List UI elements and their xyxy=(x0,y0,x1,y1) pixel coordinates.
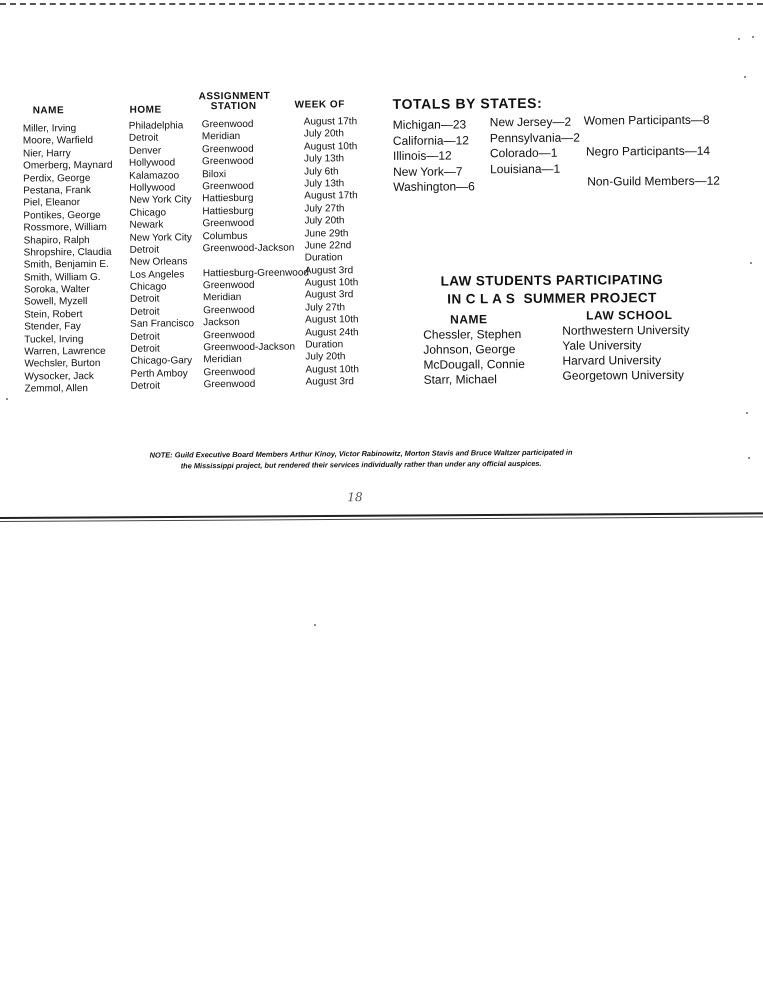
law-student-name: Starr, Michael xyxy=(423,372,497,387)
states-col-1: California—12 xyxy=(392,132,469,148)
scan-speck xyxy=(738,38,740,40)
participant-home: Los Angeles xyxy=(129,269,185,281)
participant-name: Smith, William G. xyxy=(23,271,101,284)
scan-speck xyxy=(748,457,750,459)
participant-station: Jackson xyxy=(203,317,240,329)
participant-week: August 10th xyxy=(304,277,359,289)
participant-week: July 6th xyxy=(304,165,339,178)
law-student-school: Georgetown University xyxy=(562,367,684,383)
participant-week: July 20th xyxy=(305,351,346,363)
law-student-school: Yale University xyxy=(562,338,642,353)
law-students-school-header: LAW SCHOOL xyxy=(586,307,673,323)
participant-station: Greenwood xyxy=(201,118,254,131)
participant-home: Hollywood xyxy=(129,157,176,169)
participant-station: Hattiesburg xyxy=(202,205,254,217)
participant-home: Perth Amboy xyxy=(130,368,188,380)
law-students-title-line-1: LAW STUDENTS PARTICIPATING xyxy=(440,272,664,289)
participant-week: August 10th xyxy=(305,314,359,326)
participant-home: New York City xyxy=(129,194,192,207)
participant-home: Detroit xyxy=(129,244,160,256)
participant-name: Zemmol, Allen xyxy=(24,383,89,395)
participant-station: Greenwood xyxy=(201,156,254,168)
participant-name: Stender, Fay xyxy=(24,321,81,333)
participant-station: Greenwood xyxy=(202,218,255,230)
states-col-1: New York—7 xyxy=(393,163,463,179)
participant-station xyxy=(203,255,309,268)
non-guild-members: Non-Guild Members—12 xyxy=(587,173,720,189)
participant-station: Meridian xyxy=(202,292,242,304)
participant-station: Greenwood xyxy=(202,279,255,292)
scan-speck xyxy=(746,412,748,414)
participant-station: Greenwood xyxy=(203,366,256,379)
law-student-school: Harvard University xyxy=(562,353,662,368)
participant-week: Duration xyxy=(305,339,344,351)
participant-home: Detroit xyxy=(130,380,161,392)
footnote-line-2: the Mississippi project, but rendered their services individually rather than under any official auspices. xyxy=(180,458,542,471)
participant-home: Newark xyxy=(129,219,164,231)
participant-station: Greenwood-Jackson xyxy=(203,341,296,354)
participant-station: Greenwood xyxy=(202,180,254,193)
participant-home: Chicago-Gary xyxy=(130,355,193,368)
participant-homes xyxy=(129,120,195,393)
participant-station: Hattiesburg xyxy=(202,193,254,205)
participant-week: Duration xyxy=(304,252,343,264)
participant-name: Pestana, Frank xyxy=(23,184,92,197)
participant-name: Moore, Warfield xyxy=(22,135,94,147)
participant-week: August 17th xyxy=(304,190,358,202)
participant-station: Meridian xyxy=(203,354,242,366)
participant-station: Greenwood xyxy=(203,329,255,341)
participant-name: Sowell, Myzell xyxy=(23,296,88,308)
participant-weeks xyxy=(304,116,359,389)
participant-home: New Orleans xyxy=(129,256,188,269)
participant-name: Piel, Eleanor xyxy=(23,197,81,209)
law-student-school: Northwestern University xyxy=(562,322,690,338)
states-col-1 xyxy=(393,117,475,195)
participant-station: Biloxi xyxy=(202,168,227,180)
participant-home: Detroit xyxy=(130,306,160,318)
participant-week: August 3rd xyxy=(304,264,354,277)
footnote xyxy=(101,446,621,472)
participant-names xyxy=(23,123,114,396)
states-col-1: Illinois—12 xyxy=(392,148,452,163)
participant-week: July 13th xyxy=(304,178,345,190)
participant-home: Chicago xyxy=(129,281,167,293)
scan-speck xyxy=(744,76,746,78)
participant-home: New York City xyxy=(129,231,192,244)
participant-home: Kalamazoo xyxy=(129,169,180,182)
participant-station: Hattiesburg-Greenwood xyxy=(202,267,310,279)
states-title: TOTALS BY STATES: xyxy=(392,94,543,112)
states-col-2: Louisiana—1 xyxy=(490,161,561,176)
participant-home: Philadelphia xyxy=(128,120,184,132)
participant-name: Smith, Benjamin E. xyxy=(23,259,109,271)
participant-home: Detroit xyxy=(129,294,160,306)
participant-home: Detroit xyxy=(130,343,160,355)
participant-week: July 27th xyxy=(304,202,345,215)
participant-name: Stein, Robert xyxy=(24,308,83,321)
participant-home: Chicago xyxy=(129,207,167,219)
states-col-2: New Jersey—2 xyxy=(489,114,572,130)
participant-week: August 3rd xyxy=(304,289,354,301)
header-home: HOME xyxy=(129,104,162,116)
participant-name: Omerberg, Maynard xyxy=(23,160,113,172)
participant-name: Shropshire, Claudia xyxy=(23,246,112,259)
participant-name: Tuckel, Irving xyxy=(24,333,84,346)
participant-name: Wysocker, Jack xyxy=(24,370,94,383)
law-student-schools xyxy=(562,323,690,384)
law-student-name: Johnson, George xyxy=(423,342,516,357)
women-participants: Women Participants—8 xyxy=(583,112,710,128)
participant-name: Wechsler, Burton xyxy=(24,358,101,370)
participant-home: Hollywood xyxy=(129,182,176,194)
participant-name: Perdix, George xyxy=(23,172,91,185)
states-col-2: Colorado—1 xyxy=(489,145,558,161)
participant-week: August 10th xyxy=(303,140,358,153)
scan-speck xyxy=(6,398,8,400)
participant-name: Soroka, Walter xyxy=(23,284,90,296)
states-col-1: Michigan—23 xyxy=(392,117,467,132)
participant-week: July 13th xyxy=(303,153,345,165)
law-student-name: McDougall, Connie xyxy=(423,356,525,372)
states-col-1: Washington—6 xyxy=(393,179,475,194)
scan-speck xyxy=(752,36,754,38)
participant-week: August 24th xyxy=(305,326,359,339)
participant-station: Meridian xyxy=(201,131,241,143)
scan-speck xyxy=(314,624,316,626)
participant-home: Denver xyxy=(128,145,162,157)
participant-station: Greenwood-Jackson xyxy=(202,242,295,255)
participant-week: June 22nd xyxy=(304,240,352,252)
scan-speck xyxy=(750,262,752,264)
header-week-of: WEEK OF xyxy=(294,99,345,111)
participant-name: Warren, Lawrence xyxy=(24,345,106,358)
participant-stations xyxy=(202,118,310,391)
participant-week: August 3rd xyxy=(305,376,354,388)
participant-station: Greenwood xyxy=(201,143,254,156)
participant-name: Miller, Irving xyxy=(22,123,77,135)
participant-home: San Francisco xyxy=(130,318,195,330)
participant-name: Rossmore, William xyxy=(23,222,107,234)
participant-week: August 17th xyxy=(303,116,358,128)
participant-week: August 10th xyxy=(305,363,359,376)
header-name: NAME xyxy=(32,105,65,117)
participant-home: Detroit xyxy=(128,132,159,145)
page-number: 18 xyxy=(347,490,363,505)
footnote-label: NOTE: xyxy=(149,450,173,460)
participant-station: Greenwood xyxy=(203,379,256,391)
participant-station: Greenwood xyxy=(203,304,255,317)
participant-week: July 20th xyxy=(304,215,345,227)
participant-week: June 29th xyxy=(304,227,349,240)
negro-participants: Negro Participants—14 xyxy=(585,143,711,159)
law-student-name: Chessler, Stephen xyxy=(423,327,522,342)
participant-week: July 20th xyxy=(303,128,344,140)
footnote-line-1: Guild Executive Board Members Arthur Kinoy, Victor Rabinowitz, Morton Stavis and Bruce Waltzer participated in xyxy=(174,447,573,460)
participant-name: Nier, Harry xyxy=(22,147,71,160)
participant-station: Columbus xyxy=(202,230,248,242)
states-col-2 xyxy=(490,115,580,178)
participant-home: Detroit xyxy=(130,331,160,343)
participant-name: Pontikes, George xyxy=(23,209,101,222)
header-assignment-station: ASSIGNMENT STATION xyxy=(198,90,271,113)
law-student-names xyxy=(423,327,525,388)
law-students-name-header: NAME xyxy=(450,312,488,327)
law-students-title-line-2: IN C L A S SUMMER PROJECT xyxy=(447,290,657,307)
participant-name: Shapiro, Ralph xyxy=(23,234,90,247)
states-col-2: Pennsylvania—2 xyxy=(489,130,580,145)
participant-week: July 27th xyxy=(305,302,346,314)
